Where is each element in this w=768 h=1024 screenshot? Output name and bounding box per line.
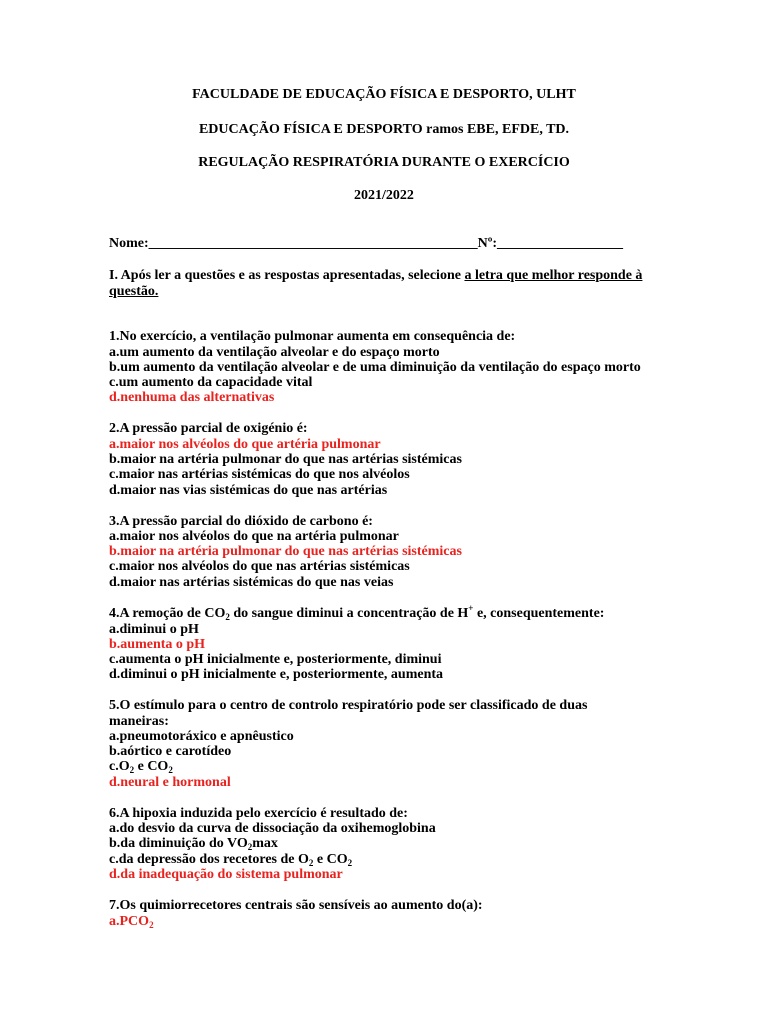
name-number-field: Nome:_______________________________________________Nº:__________________ — [109, 236, 624, 251]
q5-c-subscript-2: 2 — [168, 765, 173, 775]
year-heading: 2021/2022 — [354, 188, 414, 203]
q6-option-a: a.do desvio da curva de dissociação da oxihemoglobina — [109, 821, 436, 836]
q5-c-subscript-1: 2 — [129, 765, 135, 775]
q7-a-subscript: 2 — [149, 920, 154, 930]
q4-option-c: c.aumenta o pH inicialmente e, posteriormente, diminui — [109, 652, 442, 667]
question-1: 1.No exercício, a ventilação pulmonar aumenta em consequência de: — [109, 329, 516, 344]
q1-option-a: a.um aumento da ventilação alveolar e do espaço morto — [109, 345, 440, 360]
course-heading: EDUCAÇÃO FÍSICA E DESPORTO ramos EBE, EFDE, TD. — [198, 122, 570, 137]
q6-b-part-1: b.da diminuição do VO — [109, 836, 248, 851]
q5-option-a: a.pneumotoráxico e apnêustico — [109, 729, 294, 744]
q1-option-d-answer: d.nenhuma das alternativas — [109, 390, 275, 405]
instructions-underlined: a letra que melhor responde à — [464, 268, 643, 283]
q5-c-part-1: c.O — [109, 759, 130, 774]
q4-option-d: d.diminui o pH inicialmente e, posteriormente, aumenta — [109, 667, 444, 682]
q6-option-d-answer: d.da inadequação do sistema pulmonar — [109, 867, 343, 882]
q2-option-c: c.maior nas artérias sistémicas do que nos alvéolos — [109, 467, 410, 482]
q5-option-b: b.aórtico e carotídeo — [109, 744, 232, 759]
q4-option-a: a.diminui o pH — [109, 622, 199, 637]
question-5-line-2: maneiras: — [109, 714, 169, 729]
q5-c-part-2: e CO — [134, 759, 169, 774]
q1-option-b: b.um aumento da ventilação alveolar e de uma diminuição da ventilação do espaço morto — [109, 360, 641, 375]
q6-option-b — [109, 836, 278, 852]
q2-option-b: b.maior na artéria pulmonar do que nas artérias sistémicas — [109, 452, 462, 467]
q4-text-part-3: e, consequentemente: — [473, 606, 605, 621]
q1-option-c: c.um aumento da capacidade vital — [109, 375, 313, 390]
q4-text-part-1: 4.A remoção de CO — [109, 606, 226, 621]
q6-b-subscript: 2 — [247, 842, 253, 852]
instructions-text: I. Após ler a questões e as respostas apresentadas, selecione — [109, 268, 465, 283]
institution-heading: FACULDADE DE EDUCAÇÃO FÍSICA E DESPORTO, ULHT — [192, 87, 576, 102]
q2-option-d: d.maior nas vias sistémicas do que nas artérias — [109, 483, 388, 498]
q3-option-a: a.maior nos alvéolos do que na artéria pulmonar — [109, 529, 399, 544]
q4-superscript: + — [468, 603, 474, 613]
question-7: 7.Os quimiorrecetores centrais são sensíveis ao aumento do(a): — [109, 898, 483, 913]
q6-option-c — [109, 852, 352, 868]
q5-option-d-answer: d.neural e hormonal — [109, 775, 231, 790]
question-5-line-1: 5.O estímulo para o centro de controlo respiratório pode ser classificado de duas — [109, 698, 588, 713]
question-3: 3.A pressão parcial do dióxido de carbono é: — [109, 514, 373, 529]
q4-subscript: 2 — [225, 612, 230, 622]
question-2: 2.A pressão parcial de oxigénio é: — [109, 421, 308, 436]
q6-c-subscript-1: 2 — [308, 858, 314, 868]
q6-b-part-2: max — [252, 836, 278, 851]
q6-c-part-1: c.da depressão dos recetores de O — [109, 852, 309, 867]
instructions-line-1 — [109, 268, 642, 284]
instructions-line-2: questão. — [109, 284, 159, 299]
q4-text-part-2: do sangue diminui a concentração de H — [229, 606, 469, 621]
q2-option-a-answer: a.maior nos alvéolos do que artéria pulmonar — [109, 437, 381, 452]
q7-a-part-1: a.PCO — [109, 914, 150, 929]
topic-heading: REGULAÇÃO RESPIRATÓRIA DURANTE O EXERCÍCIO — [198, 155, 570, 170]
question-4 — [109, 603, 605, 622]
q6-c-subscript-2: 2 — [347, 858, 353, 868]
q5-option-c — [109, 759, 173, 775]
q6-c-part-2: e CO — [313, 852, 348, 867]
question-6: 6.A hipoxia induzida pelo exercício é resultado de: — [109, 806, 408, 821]
q3-option-b-answer: b.maior na artéria pulmonar do que nas artérias sistémicas — [109, 544, 462, 559]
q4-option-b-answer: b.aumenta o pH — [109, 637, 206, 652]
q3-option-d: d.maior nas artérias sistémicas do que nas veias — [109, 575, 394, 590]
q7-option-a-answer — [109, 914, 154, 930]
q3-option-c: c.maior nos alvéolos do que nas artérias sistémicas — [109, 559, 410, 574]
